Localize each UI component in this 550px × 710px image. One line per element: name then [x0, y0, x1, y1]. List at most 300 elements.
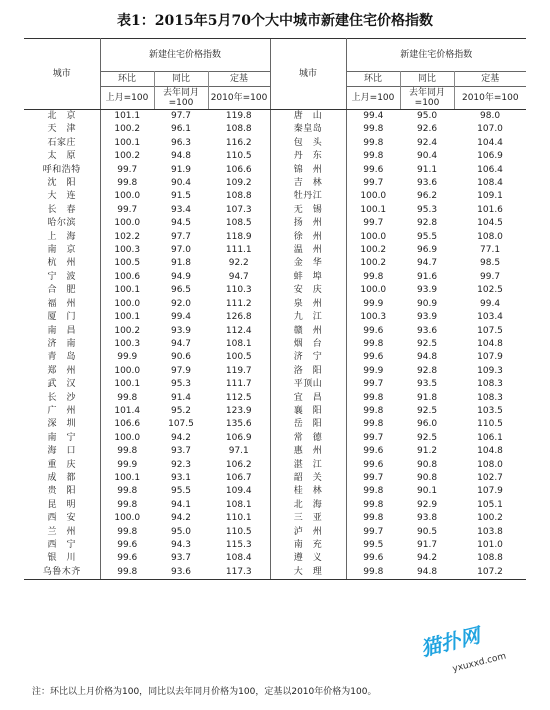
table-row: [24, 110, 526, 124]
city-cell: 遵 义: [270, 552, 346, 565]
base-cell: 100.2: [477, 513, 503, 524]
table-row: [24, 539, 526, 552]
yoy-cell: 90.8: [417, 459, 438, 470]
index-group-header-right: 新建住宅价格指数: [346, 39, 526, 72]
table-row: [24, 137, 526, 150]
table-header: [24, 39, 526, 110]
mom-cell: 99.7: [363, 379, 384, 390]
city-cell: 天 津: [24, 123, 100, 136]
mom-cell: 99.8: [363, 392, 384, 403]
table-row: [24, 432, 526, 445]
yoy-cell: 93.7: [170, 446, 192, 457]
mom-cell: 99.8: [117, 392, 138, 403]
city-cell: 宁 波: [24, 271, 100, 284]
base-cell: 108.0: [477, 231, 503, 242]
yoy-cell: 92.9: [417, 499, 438, 510]
mom-header-right: 环比: [346, 72, 400, 87]
yoy-cell: 93.4: [170, 204, 192, 215]
city-cell: 广 州: [24, 405, 100, 418]
yoy-cell: 90.1: [417, 486, 438, 497]
yoy-cell: 96.0: [417, 419, 438, 430]
city-cell: 牡丹江: [270, 190, 346, 203]
mom-cell: 100.0: [360, 231, 387, 242]
mom-cell: 99.8: [363, 499, 384, 510]
yoy-cell: 92.6: [417, 124, 438, 135]
table-row: [24, 459, 526, 472]
city-cell: 杭 州: [24, 257, 100, 270]
city-cell: 南 昌: [24, 325, 100, 338]
yoy-cell: 91.9: [170, 164, 192, 175]
city-cell: 哈尔滨: [24, 217, 100, 230]
city-cell: 西 安: [24, 512, 100, 525]
city-cell: 长 春: [24, 204, 100, 217]
city-column-header-left: 城市: [24, 39, 100, 110]
yoy-cell: 91.4: [170, 392, 192, 403]
yoy-cell: 94.7: [417, 258, 438, 269]
mom-cell: 99.8: [363, 338, 384, 349]
base-cell: 102.7: [477, 472, 503, 483]
table-row: [24, 338, 526, 351]
mom-cell: 99.7: [363, 218, 384, 229]
mom-cell: 99.6: [363, 325, 384, 336]
yoy-cell: 96.2: [417, 191, 438, 202]
table-row: [24, 298, 526, 311]
mom-cell: 99.8: [363, 486, 384, 497]
city-cell: 太 原: [24, 150, 100, 163]
base-cell: 108.1: [225, 338, 252, 349]
table-row: [24, 271, 526, 284]
table-row: [24, 177, 526, 190]
base-base-left: 2010年=100: [208, 87, 270, 110]
mom-cell: 100.1: [114, 312, 141, 323]
table-row: [24, 217, 526, 230]
yoy-cell: 95.2: [170, 405, 192, 416]
mom-cell: 99.9: [363, 298, 384, 309]
yoy-cell: 97.7: [170, 231, 192, 242]
yoy-cell: 94.8: [417, 352, 438, 363]
city-cell: 三 亚: [270, 512, 346, 525]
table-row: [24, 499, 526, 512]
base-cell: 104.4: [477, 137, 503, 148]
city-cell: 福 州: [24, 298, 100, 311]
mom-cell: 102.2: [114, 231, 141, 242]
table-row: [24, 512, 526, 525]
yoy-cell: 92.5: [417, 432, 438, 443]
base-cell: 77.1: [480, 245, 501, 256]
mom-cell: 99.7: [363, 526, 384, 537]
mom-cell: 100.0: [360, 191, 387, 202]
table-row: [24, 485, 526, 498]
index-group-header-left: 新建住宅价格指数: [100, 39, 270, 72]
yoy-cell: 96.1: [170, 124, 192, 135]
yoy-cell: 97.7: [170, 111, 192, 121]
yoy-cell: 95.3: [170, 379, 192, 390]
table-row: [24, 190, 526, 203]
city-cell: 唐 山: [270, 110, 346, 124]
mom-cell: 99.5: [363, 540, 384, 550]
city-cell: 郑 州: [24, 365, 100, 378]
city-cell: 昆 明: [24, 499, 100, 512]
mom-cell: 99.8: [117, 499, 138, 510]
yoy-cell: 94.2: [170, 513, 192, 524]
yoy-cell: 95.3: [417, 204, 438, 215]
mom-cell: 99.8: [346, 566, 400, 580]
yoy-cell: 97.9: [170, 365, 192, 376]
yoy-cell: 93.8: [417, 513, 438, 524]
mom-cell: 100.3: [360, 312, 387, 323]
mom-cell: 100.1: [114, 379, 141, 390]
city-cell: 长 沙: [24, 392, 100, 405]
city-cell: 锦 州: [270, 164, 346, 177]
base-header-right: 定基: [454, 72, 526, 87]
mom-cell: 101.1: [114, 111, 141, 121]
city-cell: 大 理: [270, 566, 346, 580]
yoy-cell: 93.9: [170, 325, 192, 336]
city-cell: 洛 阳: [270, 365, 346, 378]
yoy-cell: 93.6: [154, 566, 208, 580]
yoy-cell: 91.5: [170, 191, 192, 202]
city-cell: 韶 关: [270, 472, 346, 485]
mom-cell: 100.3: [114, 245, 141, 256]
city-cell: 蚌 埠: [270, 271, 346, 284]
base-cell: 115.3: [225, 540, 252, 550]
base-cell: 116.2: [225, 137, 252, 148]
mom-cell: 100.2: [360, 245, 387, 256]
base-cell: 103.4: [477, 312, 503, 323]
table-row: [24, 526, 526, 539]
mom-cell: 101.4: [114, 405, 141, 416]
base-cell: 109.1: [477, 191, 503, 202]
base-cell: 106.1: [477, 432, 503, 443]
base-cell: 107.2: [454, 566, 526, 580]
base-cell: 106.4: [477, 164, 503, 175]
yoy-cell: 94.8: [170, 151, 192, 162]
city-cell: 成 都: [24, 472, 100, 485]
city-cell: 桂 林: [270, 485, 346, 498]
yoy-cell: 94.8: [400, 566, 454, 580]
city-cell: 青 岛: [24, 351, 100, 364]
base-header-left: 定基: [208, 72, 270, 87]
city-cell: 贵 阳: [24, 485, 100, 498]
table-row: [24, 164, 526, 177]
mom-cell: 100.1: [114, 285, 141, 296]
yoy-base-left: 去年同月=100: [154, 87, 208, 110]
table-row: [24, 445, 526, 458]
mom-cell: 99.8: [363, 137, 384, 148]
city-cell: 合 肥: [24, 284, 100, 297]
yoy-cell: 92.3: [170, 459, 192, 470]
yoy-cell: 96.3: [170, 137, 192, 148]
base-cell: 100.5: [225, 352, 252, 363]
table-row: [24, 566, 526, 580]
mom-cell: 99.8: [363, 513, 384, 524]
base-cell: 108.3: [477, 392, 503, 403]
mom-cell: 99.6: [363, 459, 384, 470]
yoy-cell: 95.0: [170, 526, 192, 537]
city-cell: 武 汉: [24, 378, 100, 391]
yoy-cell: 94.2: [170, 432, 192, 443]
city-cell: 上 海: [24, 231, 100, 244]
base-cell: 110.5: [477, 419, 503, 430]
base-cell: 111.7: [225, 379, 252, 390]
city-cell: 乌鲁木齐: [24, 566, 100, 580]
mom-base-left: 上月=100: [100, 87, 154, 110]
mom-base-right: 上月=100: [346, 87, 400, 110]
table-row: [24, 365, 526, 378]
city-cell: 惠 州: [270, 445, 346, 458]
table-row: [24, 284, 526, 297]
yoy-cell: 92.8: [417, 218, 438, 229]
yoy-cell: 94.7: [170, 338, 192, 349]
city-cell: 赣 州: [270, 325, 346, 338]
base-cell: 107.0: [477, 124, 503, 135]
yoy-cell: 107.5: [168, 419, 194, 430]
yoy-cell: 91.6: [417, 271, 438, 282]
city-cell: 大 连: [24, 190, 100, 203]
base-cell: 101.6: [477, 204, 503, 215]
city-cell: 襄 阳: [270, 405, 346, 418]
city-cell: 济 宁: [270, 351, 346, 364]
mom-cell: 100.6: [114, 271, 141, 282]
yoy-cell: 95.5: [170, 486, 192, 497]
table-row: [24, 204, 526, 217]
city-cell: 石家庄: [24, 137, 100, 150]
mom-cell: 99.8: [363, 271, 384, 282]
yoy-cell: 91.1: [417, 164, 438, 175]
base-cell: 98.5: [480, 258, 501, 269]
base-cell: 111.1: [225, 245, 252, 256]
yoy-cell: 93.9: [417, 312, 438, 323]
mom-cell: 99.7: [363, 432, 384, 443]
base-cell: 108.0: [477, 459, 503, 470]
mom-cell: 106.6: [114, 419, 141, 430]
yoy-cell: 92.8: [417, 365, 438, 376]
base-cell: 97.1: [228, 446, 249, 457]
base-cell: 112.5: [225, 392, 252, 403]
base-cell: 107.9: [477, 486, 503, 497]
yoy-cell: 94.1: [170, 499, 192, 510]
base-cell: 104.8: [477, 446, 503, 457]
city-cell: 扬 州: [270, 217, 346, 230]
yoy-cell: 95.5: [417, 231, 438, 242]
base-cell: 106.9: [477, 151, 503, 162]
base-cell: 112.4: [225, 325, 252, 336]
mom-cell: 99.6: [363, 164, 384, 175]
city-cell: 南 充: [270, 539, 346, 552]
yoy-cell: 90.4: [170, 178, 192, 189]
base-cell: 98.0: [480, 111, 501, 121]
city-cell: 九 江: [270, 311, 346, 324]
footnote: 注：环比以上月价格为100，同比以去年同月价格为100，定基以2010年价格为100。: [32, 687, 377, 697]
base-cell: 110.3: [225, 285, 252, 296]
city-cell: 吉 林: [270, 177, 346, 190]
yoy-cell: 92.4: [417, 137, 438, 148]
base-cell: 123.9: [225, 405, 252, 416]
base-cell: 110.1: [225, 513, 252, 524]
base-cell: 101.0: [477, 540, 503, 550]
city-cell: 南 宁: [24, 432, 100, 445]
base-cell: 108.4: [225, 553, 252, 564]
mom-cell: 99.7: [363, 178, 384, 189]
city-cell: 温 州: [270, 244, 346, 257]
mom-cell: 99.8: [363, 151, 384, 162]
table-row: [24, 325, 526, 338]
mom-cell: 100.0: [114, 191, 141, 202]
mom-cell: 99.7: [117, 204, 138, 215]
base-cell: 111.2: [225, 298, 252, 309]
city-cell: 西 宁: [24, 539, 100, 552]
city-cell: 秦皇岛: [270, 123, 346, 136]
base-base-right: 2010年=100: [454, 87, 526, 110]
mom-cell: 99.8: [117, 178, 138, 189]
base-cell: 119.7: [225, 365, 252, 376]
city-column-header-right: 城市: [270, 39, 346, 110]
city-cell: 海 口: [24, 445, 100, 458]
mom-cell: 100.2: [360, 258, 387, 269]
price-index-table: [24, 38, 526, 580]
mom-header-left: 环比: [100, 72, 154, 87]
city-cell: 呼和浩特: [24, 164, 100, 177]
city-cell: 平顶山: [270, 378, 346, 391]
yoy-base-right: 去年同月=100: [400, 87, 454, 110]
city-cell: 南 京: [24, 244, 100, 257]
base-cell: 106.7: [225, 472, 252, 483]
base-cell: 108.8: [477, 553, 503, 564]
mom-cell: 99.9: [117, 459, 138, 470]
city-cell: 厦 门: [24, 311, 100, 324]
base-cell: 109.4: [225, 486, 252, 497]
base-cell: 103.8: [477, 526, 503, 537]
mom-cell: 100.0: [114, 432, 141, 443]
yoy-cell: 91.8: [170, 258, 192, 269]
base-cell: 126.8: [225, 312, 252, 323]
mom-cell: 99.9: [363, 365, 384, 376]
mom-cell: 99.8: [117, 486, 138, 497]
mom-cell: 99.8: [363, 124, 384, 135]
base-cell: 104.5: [477, 218, 503, 229]
base-cell: 118.9: [225, 231, 252, 242]
yoy-cell: 96.5: [170, 285, 192, 296]
base-cell: 104.8: [477, 338, 503, 349]
mom-cell: 100.0: [114, 298, 141, 309]
city-cell: 宜 昌: [270, 392, 346, 405]
base-cell: 107.5: [477, 325, 503, 336]
base-cell: 108.8: [225, 191, 252, 202]
watermark-text: 猫扑网: [418, 623, 483, 661]
yoy-cell: 90.8: [417, 472, 438, 483]
base-cell: 107.3: [225, 204, 252, 215]
city-cell: 泉 州: [270, 298, 346, 311]
mom-cell: 99.4: [363, 111, 384, 121]
mom-cell: 99.8: [100, 566, 154, 580]
base-cell: 108.3: [477, 379, 503, 390]
yoy-cell: 90.6: [170, 352, 192, 363]
mom-cell: 99.6: [363, 352, 384, 363]
base-cell: 99.4: [480, 298, 501, 309]
city-cell: 包 头: [270, 137, 346, 150]
base-cell: 106.2: [225, 459, 252, 470]
yoy-cell: 90.4: [417, 151, 438, 162]
table-title: 表1：2015年5月70个大中城市新建住宅价格指数: [117, 13, 433, 29]
city-cell: 北 海: [270, 499, 346, 512]
yoy-cell: 93.6: [417, 178, 438, 189]
city-cell: 银 川: [24, 552, 100, 565]
mom-cell: 99.9: [117, 352, 138, 363]
table-row: [24, 123, 526, 136]
city-cell: 烟 台: [270, 338, 346, 351]
table-row: [24, 472, 526, 485]
city-cell: 湛 江: [270, 459, 346, 472]
yoy-cell: 93.7: [170, 553, 192, 564]
mom-cell: 100.1: [114, 472, 141, 483]
yoy-cell: 92.5: [417, 338, 438, 349]
base-cell: 108.4: [477, 178, 503, 189]
mom-cell: 99.8: [363, 405, 384, 416]
base-cell: 99.7: [480, 271, 501, 282]
mom-cell: 99.6: [117, 553, 138, 564]
mom-cell: 99.8: [117, 446, 138, 457]
yoy-cell: 94.2: [417, 553, 438, 564]
watermark-url: yxuxxd.com: [451, 651, 508, 675]
yoy-cell: 94.3: [170, 540, 192, 550]
base-cell: 108.8: [225, 124, 252, 135]
yoy-cell: 95.0: [417, 111, 438, 121]
base-cell: 105.1: [477, 499, 503, 510]
mom-cell: 99.7: [363, 472, 384, 483]
city-cell: 沈 阳: [24, 177, 100, 190]
base-cell: 108.1: [225, 499, 252, 510]
mom-cell: 100.0: [114, 218, 141, 229]
table-row: [24, 392, 526, 405]
mom-cell: 100.3: [114, 338, 141, 349]
yoy-header-left: 同比: [154, 72, 208, 87]
base-cell: 106.6: [225, 164, 252, 175]
table-row: [24, 552, 526, 565]
base-cell: 109.3: [477, 365, 503, 376]
city-cell: 泸 州: [270, 526, 346, 539]
yoy-cell: 91.2: [417, 446, 438, 457]
city-cell: 济 南: [24, 338, 100, 351]
table-row: [24, 257, 526, 270]
yoy-cell: 92.5: [417, 405, 438, 416]
mom-cell: 100.2: [114, 325, 141, 336]
mom-cell: 99.8: [117, 526, 138, 537]
table-body: [24, 110, 526, 580]
base-cell: 117.3: [208, 566, 270, 580]
city-cell: 兰 州: [24, 526, 100, 539]
yoy-cell: 96.9: [417, 245, 438, 256]
city-cell: 安 庆: [270, 284, 346, 297]
city-cell: 岳 阳: [270, 418, 346, 431]
yoy-cell: 90.5: [417, 526, 438, 537]
watermark-logo: [404, 624, 534, 690]
yoy-cell: 90.9: [417, 298, 438, 309]
mom-cell: 99.8: [363, 419, 384, 430]
mom-cell: 99.6: [363, 446, 384, 457]
mom-cell: 100.0: [114, 365, 141, 376]
yoy-cell: 99.4: [170, 312, 192, 323]
mom-cell: 100.2: [114, 151, 141, 162]
yoy-header-right: 同比: [400, 72, 454, 87]
yoy-cell: 93.9: [417, 285, 438, 296]
yoy-cell: 93.6: [417, 325, 438, 336]
base-cell: 110.5: [225, 151, 252, 162]
base-cell: 108.5: [225, 218, 252, 229]
yoy-cell: 91.8: [417, 392, 438, 403]
city-cell: 无 锡: [270, 204, 346, 217]
mom-cell: 100.1: [360, 204, 387, 215]
table-row: [24, 150, 526, 163]
